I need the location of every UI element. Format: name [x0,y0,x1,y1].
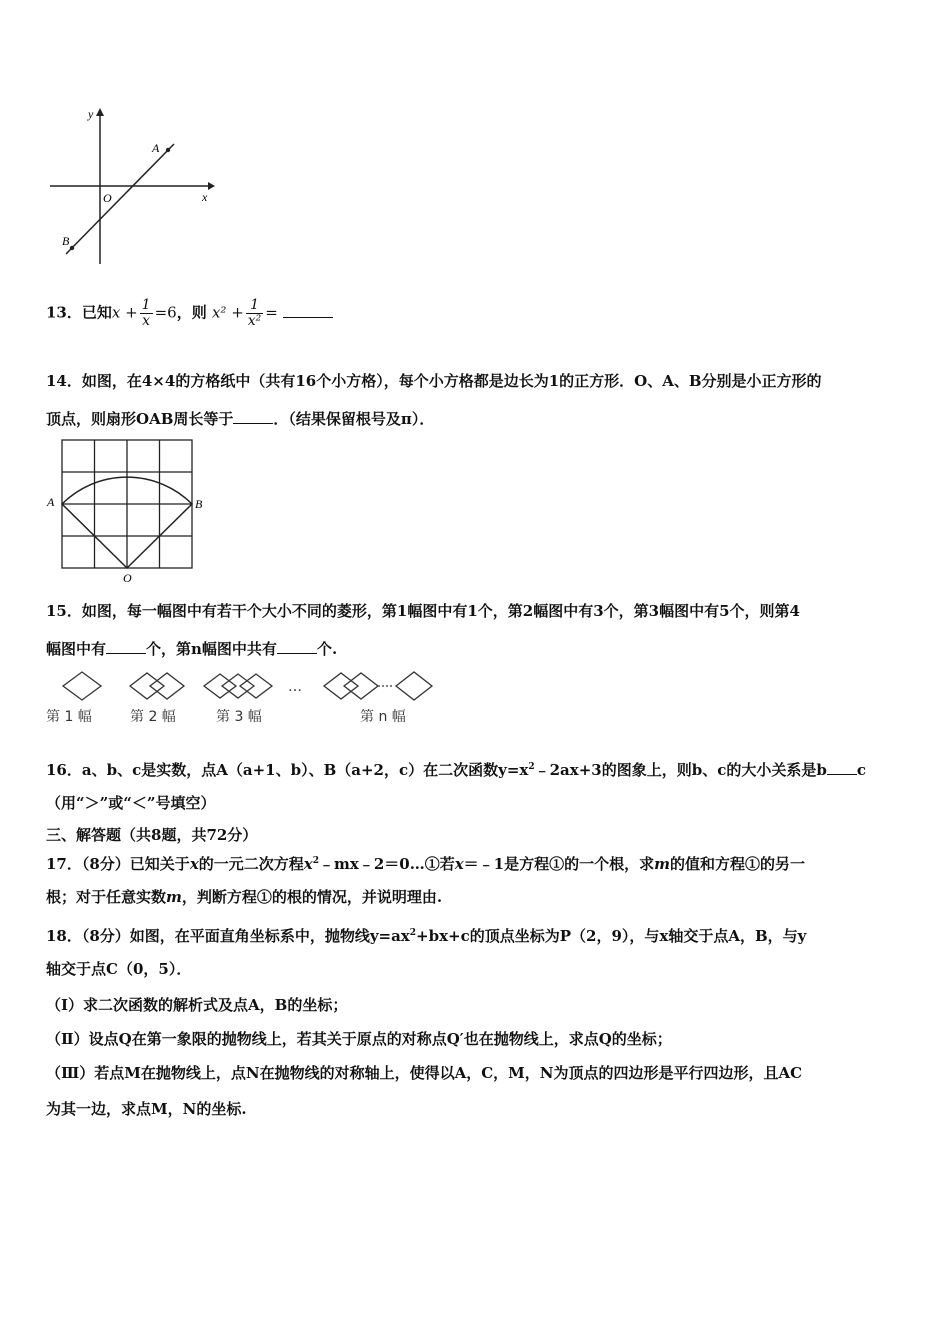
caption-fig-n: 第 n 幅 [360,709,406,725]
q13-expr2-rhs: = [265,303,278,322]
y-axis-arrow [96,108,104,116]
question-16-line2: （用“＞”或“＜”号填空） [46,794,216,812]
q13-then: ，则 [176,303,207,322]
q13-fraction-2: $\frac{1}{\text{x²}}$ [247,297,262,329]
point-b [70,246,74,250]
q13-expr2-lhs: x² + [211,303,244,322]
question-18-part3-line2: 为其一边，求点M，N的坐标. [46,1100,247,1118]
question-13 [46,298,333,329]
question-18-part2: （Ⅱ）设点Q在第一象限的抛物线上，若其关于原点的对称点Q′也在抛物线上，求点Q的坐标； [46,1030,672,1048]
question-15-line2: 幅图中有 个，第n幅图中共有 个. [46,640,338,658]
question-14-line1: 14．如图，在4×4的方格纸中（共有16个小方格），每个小方格都是边长为1的正方形．O、A、B分别是小正方形的 [46,372,822,390]
caption-fig-3: 第 3 幅 [216,709,262,725]
point-b-label: B [62,234,70,248]
q16-answer-blank [827,774,857,775]
graph-line [66,144,174,254]
grid-label-o: O [123,571,132,584]
question-17-line2: 根；对于任意实数m，判断方程①的根的情况，并说明理由. [46,888,443,906]
question-15-line1: 15．如图，每一幅图中有若干个大小不同的菱形，第1幅图中有1个，第2幅图中有3个，第3幅图中有5个，则第4 [46,602,800,620]
line-graph-figure [44,100,224,270]
question-16-line1: 16．a、b、c是实数，点A（a+1、b）、B（a+2，c）在二次函数$y=x^2﹣2ax+3$的图象上，则b、c的大小关系是b c [46,761,866,779]
q15-blank-2 [277,653,317,654]
question-18-line2: 轴交于点C（0，5）． [46,960,192,978]
origin-label: O [103,191,112,205]
question-18-part1: （Ⅰ）求二次函数的解析式及点A，B的坐标； [46,996,348,1014]
point-a [166,148,170,152]
ellipsis: … [288,679,302,695]
q13-expr1-rhs: =6 [154,303,177,322]
grid-sector-figure [44,436,214,584]
q15-blank-1 [106,653,146,654]
rhombus-sequence-figure [44,664,440,726]
x-axis-arrow [208,182,215,190]
question-18-line1: 18．（8分）如图，在平面直角坐标系中，抛物线$y=ax^2+bx+c$的顶点坐标为P（2，9），与x轴交于点A，B，与y [46,927,807,945]
question-17-line1: 17．（8分）已知关于x的一元二次方程$x^2﹣mx﹣2=0\dots ①$若x＝﹣1是方程①的一个根，求m的值和方程①的另一 [46,855,805,873]
q13-number: 13．已知 [46,303,112,322]
x-axis-label: x [202,190,208,204]
q13-expr1-lhs: x + [111,303,138,322]
caption-fig-1: 第 1 幅 [46,709,92,725]
grid-label-a: A [47,495,55,509]
q13-fraction-1: $\frac{1}{x}$ [141,297,151,329]
caption-fig-2: 第 2 幅 [130,709,176,725]
q14-answer-blank [233,423,273,424]
y-axis-label: y [88,107,94,121]
q13-answer-blank [283,317,333,318]
question-14-line2: 顶点，则扇形OAB周长等于 ．（结果保留根号及π）． [46,410,435,428]
grid-label-b: B [195,497,203,511]
section-3-heading: 三、解答题（共8题，共72分） [46,826,258,844]
question-18-part3-line1: （Ⅲ）若点M在抛物线上，点N在抛物线的对称轴上，使得以A，C，M，N为顶点的四边形是平行四边形，且AC [46,1064,803,1082]
point-a-label: A [152,141,160,155]
